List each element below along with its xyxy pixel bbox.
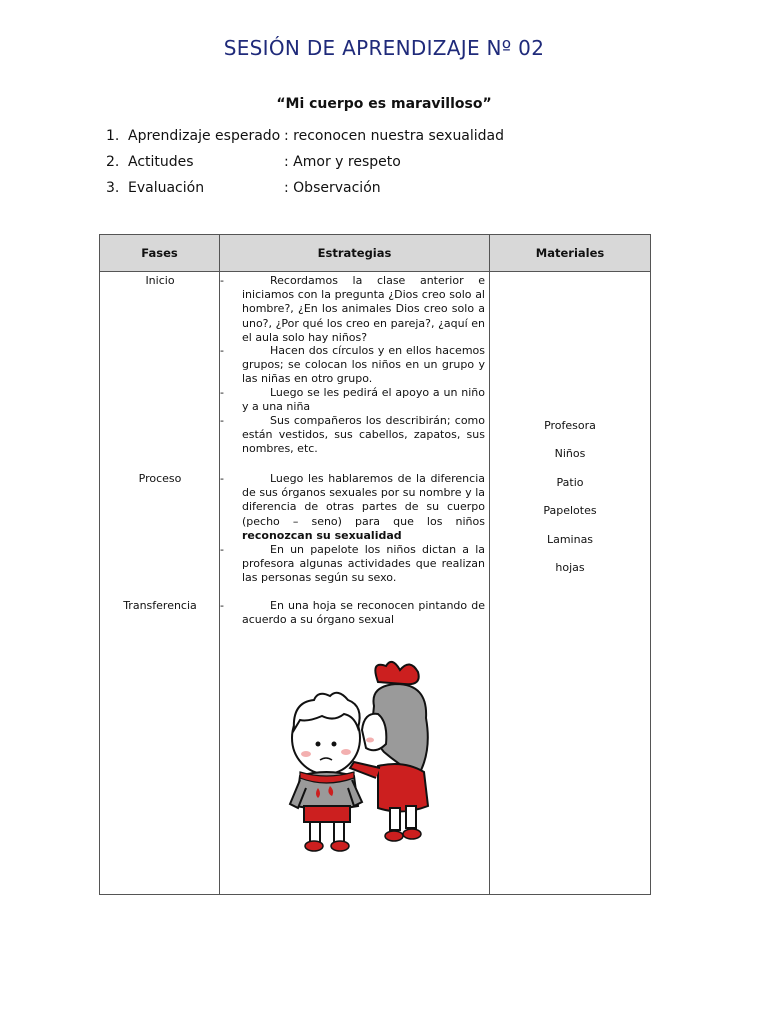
material-item: Niños [554, 447, 586, 460]
bullet-dash: - [220, 386, 224, 399]
header-estrategias: Estrategias [220, 235, 490, 272]
table-header-row [100, 235, 651, 272]
strategy-text: Luego les hablaremos de la diferencia de sus órganos sexuales por su nombre y la diferencia de otras partes de su cuerpo (pecho – seno) para que los niños [242, 472, 485, 528]
fases-cell [100, 272, 220, 895]
fase-inicio: Inicio [145, 274, 175, 287]
materiales-cell [490, 272, 651, 895]
objective-value: : Amor y respeto [284, 154, 401, 170]
bullet-dash: - [220, 599, 224, 612]
strategy-item [220, 414, 485, 457]
strategy-item [220, 386, 485, 414]
strategy-text: En un papelote los niños dictan a la profesora algunas actividades que realizan las personas según su sexo. [242, 543, 485, 585]
children-kiss-illustration-icon [278, 656, 468, 866]
objective-value: : reconocen nuestra sexualidad [284, 128, 505, 144]
objective-item [106, 128, 504, 154]
objective-number: 3. [106, 180, 120, 196]
material-item: Papelotes [543, 504, 597, 517]
objective-value: : Observación [284, 180, 381, 196]
bullet-dash: - [220, 414, 224, 427]
session-subtitle: “Mi cuerpo es maravilloso” [276, 96, 492, 112]
girl-figure [350, 662, 428, 841]
strategy-text: Hacen dos círculos y en ellos hacemos grupos; se colocan los niños en un grupo y las niñas en otro grupo. [242, 344, 485, 386]
objective-label: Evaluación [128, 180, 205, 196]
strategy-item [220, 599, 485, 627]
objective-label: Actitudes [128, 154, 194, 170]
objective-item [106, 180, 504, 206]
material-item: Laminas [546, 533, 594, 546]
strategy-item [220, 344, 485, 387]
strategy-item [220, 543, 485, 586]
header-materiales: Materiales [490, 235, 651, 272]
objectives-list [106, 128, 504, 206]
material-item: Patio [556, 476, 584, 489]
page-title: SESIÓN DE APRENDIZAJE Nº 02 [223, 36, 545, 60]
bullet-dash: - [220, 472, 224, 485]
strategy-text: Sus compañeros los describirán; como están vestidos, sus cabellos, zapatos, sus nombres, etc. [242, 414, 485, 456]
objective-label: Aprendizaje esperado [128, 128, 281, 144]
objective-item [106, 154, 504, 180]
bullet-dash: - [220, 543, 224, 556]
strategy-bold-text: reconozcan su sexualidad [242, 528, 402, 542]
objective-number: 1. [106, 128, 120, 144]
objective-number: 2. [106, 154, 120, 170]
strategy-text: Recordamos la clase anterior e iniciamos con la pregunta ¿Dios creo solo al hombre?, ¿En los animales Dios creo solo a uno?, ¿Por qué los creo en pareja?, ¿aquí en el aula solo hay niños? [242, 274, 485, 344]
material-item: hojas [555, 561, 585, 574]
bullet-dash: - [220, 274, 224, 287]
fase-transferencia: Transferencia [123, 599, 197, 612]
strategy-text: En una hoja se reconocen pintando de acuerdo a su órgano sexual [242, 599, 485, 627]
bullet-dash: - [220, 344, 224, 357]
fase-proceso: Proceso [138, 472, 182, 485]
material-item: Profesora [544, 419, 596, 432]
header-fases: Fases [100, 235, 220, 272]
strategy-item [220, 274, 485, 345]
strategy-item [220, 472, 485, 543]
boy-figure [290, 693, 362, 851]
strategy-text: Luego se les pedirá el apoyo a un niño y a una niña [242, 386, 485, 414]
